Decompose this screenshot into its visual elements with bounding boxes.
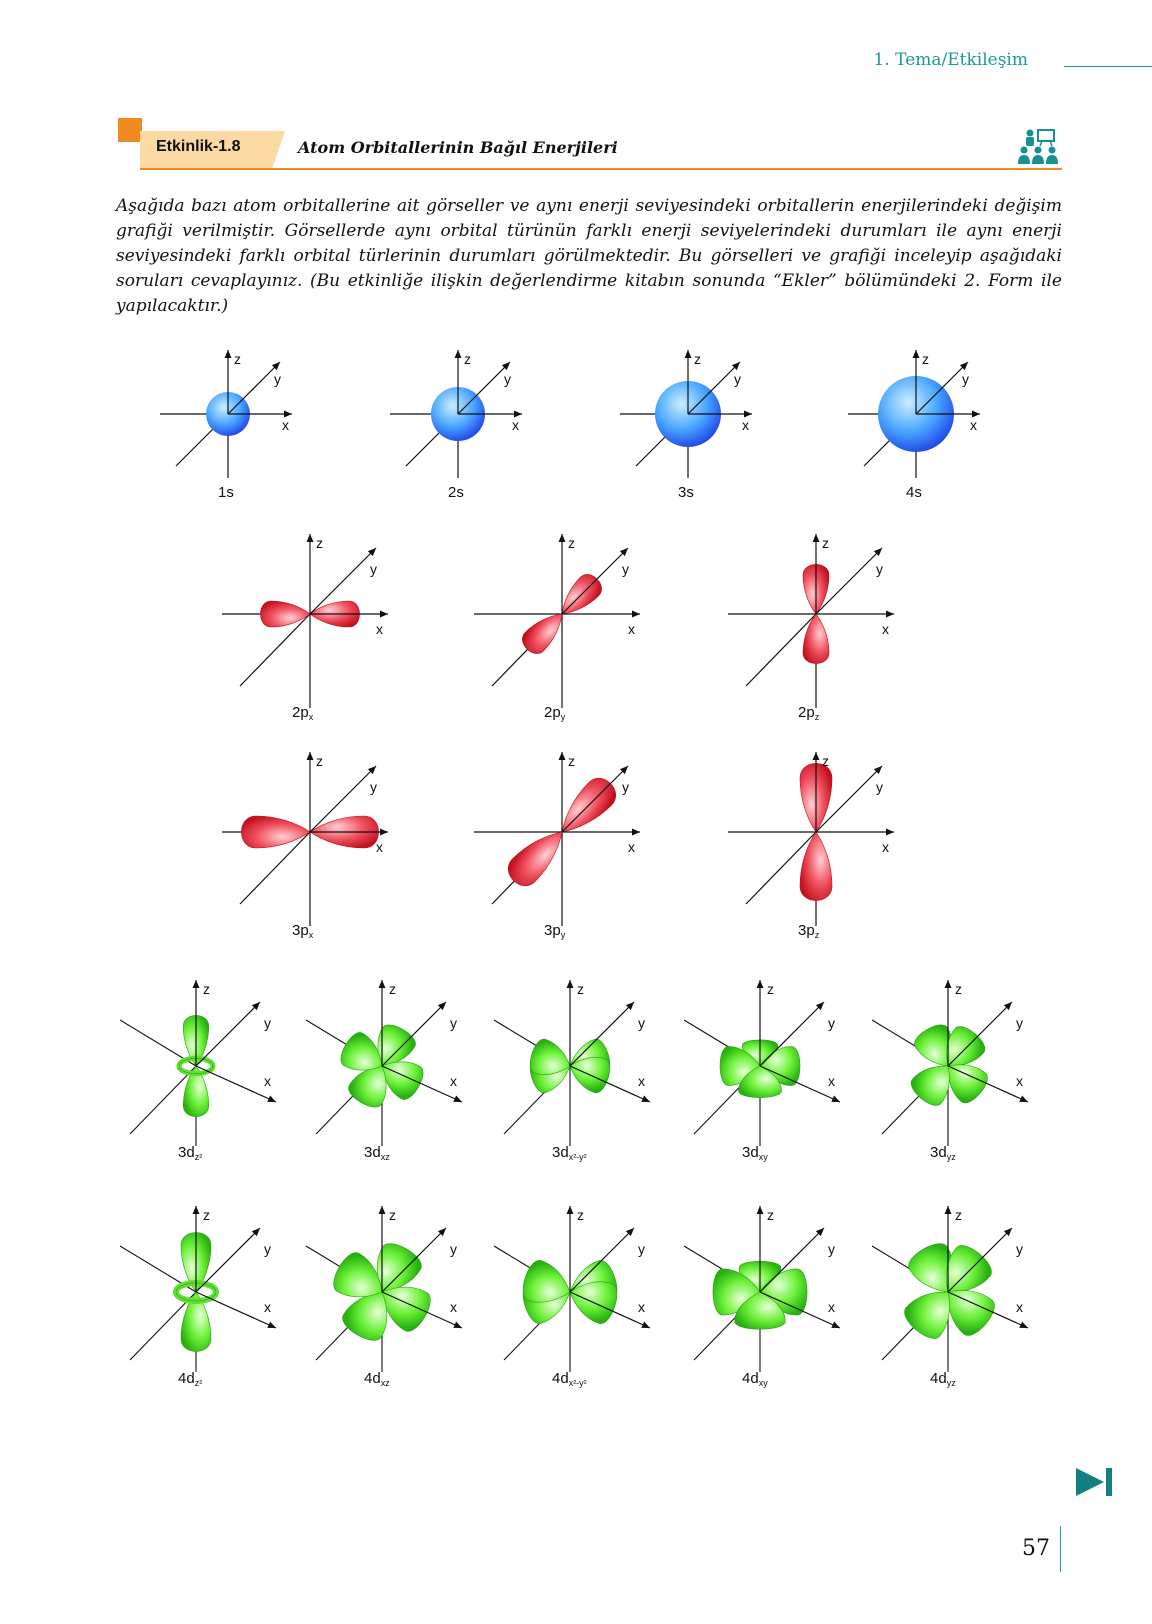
z-axis-arrow xyxy=(685,350,692,358)
z-axis-arrow xyxy=(379,980,386,988)
x-axis-label: x xyxy=(882,839,889,855)
orbital-4dyz-label-subscript: yz xyxy=(946,1378,956,1388)
orbital-3py-label xyxy=(544,922,565,940)
x-axis-arrow xyxy=(632,611,640,618)
x-axis-label: x xyxy=(882,621,889,637)
y-axis-line xyxy=(562,548,628,614)
orbital-4dx2y2-label-main: 4d xyxy=(552,1370,569,1387)
z-axis-label: z xyxy=(316,535,323,551)
x-axis-label: x xyxy=(282,417,289,433)
activity-marker xyxy=(118,118,142,142)
orbital-3dz2-label-main: 3d xyxy=(178,1144,195,1161)
x-axis-label: x xyxy=(376,839,383,855)
orbital-4dyz xyxy=(868,1204,1038,1374)
activity-rule xyxy=(140,168,1062,170)
x-axis-label: x xyxy=(1016,1073,1023,1089)
x-axis-label: x xyxy=(970,417,977,433)
orbital-2pz xyxy=(728,532,908,712)
y-axis-label: y xyxy=(962,371,969,387)
orbital-1s xyxy=(160,348,300,478)
orbital-3px xyxy=(222,750,402,930)
orbital-3px-label xyxy=(292,922,313,940)
orbital-3dxy-label-main: 3d xyxy=(742,1144,759,1161)
orbital-3pz-lobe-neg xyxy=(800,832,832,901)
orbital-3dxy-label-subscript: xy xyxy=(758,1152,768,1162)
y-axis-label: y xyxy=(622,561,629,577)
z-axis-arrow xyxy=(193,980,200,988)
z-axis-arrow xyxy=(567,980,574,988)
z-axis-arrow xyxy=(913,350,920,358)
activity-label: Etkinlik-1.8 xyxy=(156,138,241,155)
z-axis-label: z xyxy=(568,535,575,551)
x-axis-label: x xyxy=(512,417,519,433)
x-axis-label: x xyxy=(376,621,383,637)
orbital-3pz-label-subscript: z xyxy=(814,930,820,940)
x-axis-arrow xyxy=(632,829,640,836)
orbital-2pz-label xyxy=(798,704,819,722)
orbital-2px-label xyxy=(292,704,313,722)
group-work-icon xyxy=(1018,128,1058,166)
label-4s-main: 4s xyxy=(906,484,922,501)
x-axis-arrow xyxy=(380,611,388,618)
label-1s xyxy=(218,484,234,501)
orbital-2py-label xyxy=(544,704,565,722)
orbital-4dxy xyxy=(680,1204,850,1374)
z-axis-arrow xyxy=(193,1206,200,1214)
orbital-4dxz xyxy=(302,1204,472,1374)
orbital-3pz-label xyxy=(798,922,819,940)
y-axis-label: y xyxy=(504,371,511,387)
orbital-3dyz-label xyxy=(930,1144,956,1162)
z-axis-label: z xyxy=(203,981,210,997)
y-axis-label: y xyxy=(450,1241,457,1257)
z-axis-arrow xyxy=(559,752,566,760)
orbital-3dxy-label xyxy=(742,1144,768,1162)
x-axis-arrow xyxy=(886,611,894,618)
y-axis-label: y xyxy=(1016,1241,1023,1257)
orbital-3dx2y2-label-subscript: x²-y² xyxy=(568,1152,587,1162)
orbital-3dx2y2-label-main: 3d xyxy=(552,1144,569,1161)
orbital-2px-label-main: 2p xyxy=(292,704,309,721)
y-axis-line xyxy=(458,362,510,414)
y-axis-label: y xyxy=(734,371,741,387)
orbital-4dxy-label xyxy=(742,1370,768,1388)
y-axis-label: y xyxy=(264,1015,271,1031)
orbital-4dz2-label-subscript: z² xyxy=(194,1378,203,1388)
z-axis-arrow xyxy=(757,980,764,988)
z-axis-label: z xyxy=(577,981,584,997)
orbital-3dxz xyxy=(302,978,472,1148)
orbital-3dxy xyxy=(680,978,850,1148)
orbital-2px-label-subscript: x xyxy=(308,712,314,722)
orbital-4dxy-label-subscript: xy xyxy=(758,1378,768,1388)
orbital-3dxz-label-subscript: xz xyxy=(380,1152,390,1162)
orbital-3dz2-label-subscript: z² xyxy=(194,1152,203,1162)
x-axis-label: x xyxy=(450,1299,457,1315)
orbital-3py-label-subscript: y xyxy=(560,930,566,940)
orbital-3dyz-label-subscript: yz xyxy=(946,1152,956,1162)
orbital-2pz-label-main: 2p xyxy=(798,704,815,721)
z-axis-arrow xyxy=(945,980,952,988)
orbital-4dx2y2 xyxy=(490,1204,660,1374)
x-axis-label: x xyxy=(628,621,635,637)
orbital-4dx2y2-label xyxy=(552,1370,587,1388)
label-2s xyxy=(448,484,464,501)
orbital-4s xyxy=(848,348,988,478)
orbital-3dxz-label-main: 3d xyxy=(364,1144,381,1161)
x-axis-label: x xyxy=(264,1073,271,1089)
y-axis-label: y xyxy=(274,371,281,387)
x-axis-label: x xyxy=(264,1299,271,1315)
orbital-3px-label-subscript: x xyxy=(308,930,314,940)
orbital-3pz xyxy=(728,750,908,930)
orbital-3pz-label-main: 3p xyxy=(798,922,815,939)
y-axis-label: y xyxy=(622,779,629,795)
y-axis-label: y xyxy=(876,561,883,577)
orbital-4dz2-label-main: 4d xyxy=(178,1370,195,1387)
orbital-3dx2y2-label xyxy=(552,1144,587,1162)
orbital-4dxz-label-subscript: xz xyxy=(380,1378,390,1388)
orbital-4dyz-label-main: 4d xyxy=(930,1370,947,1387)
z-axis-arrow xyxy=(945,1206,952,1214)
z-axis-label: z xyxy=(234,351,241,367)
y-axis-line xyxy=(228,362,280,414)
label-3s-main: 3s xyxy=(678,484,694,501)
z-axis-arrow xyxy=(379,1206,386,1214)
orbital-3dyz-label-main: 3d xyxy=(930,1144,947,1161)
orbital-2px-lobe-neg xyxy=(260,601,310,627)
x-axis-label: x xyxy=(742,417,749,433)
z-axis-arrow xyxy=(757,1206,764,1214)
page-number: 57 xyxy=(1022,1536,1050,1561)
orbital-3dxz-label xyxy=(364,1144,390,1162)
activity-title: Atom Orbitallerinin Bağıl Enerjileri xyxy=(298,138,618,157)
z-axis-label: z xyxy=(955,1207,962,1223)
y-axis-label: y xyxy=(638,1015,645,1031)
orbital-2s xyxy=(390,348,530,478)
z-axis-arrow xyxy=(813,534,820,542)
y-axis-label: y xyxy=(264,1241,271,1257)
label-1s-main: 1s xyxy=(218,484,234,501)
orbital-3dz2 xyxy=(116,978,286,1148)
orbital-2py xyxy=(474,532,654,712)
z-axis-arrow xyxy=(813,752,820,760)
z-axis-label: z xyxy=(694,351,701,367)
z-axis-label: z xyxy=(389,981,396,997)
orbital-3dyz xyxy=(868,978,1038,1148)
orbital-2py-label-subscript: y xyxy=(560,712,566,722)
z-axis-label: z xyxy=(822,535,829,551)
label-3s xyxy=(678,484,694,501)
y-axis-label: y xyxy=(638,1241,645,1257)
y-axis-label: y xyxy=(828,1015,835,1031)
x-axis-label: x xyxy=(1016,1299,1023,1315)
x-axis-label: x xyxy=(828,1299,835,1315)
orbital-3px-label-main: 3p xyxy=(292,922,309,939)
section-header: 1. Tema/Etkileşim xyxy=(873,50,1028,70)
z-axis-label: z xyxy=(464,351,471,367)
z-axis-label: z xyxy=(767,981,774,997)
z-axis-label: z xyxy=(389,1207,396,1223)
orbital-3py xyxy=(474,750,654,930)
orbital-4dxz-label-main: 4d xyxy=(364,1370,381,1387)
z-axis-arrow xyxy=(307,752,314,760)
x-axis-label: x xyxy=(638,1073,645,1089)
y-axis-label: y xyxy=(370,561,377,577)
y-axis-label: y xyxy=(370,779,377,795)
orbital-4dz2 xyxy=(116,1204,286,1374)
orbital-4dxy-label-main: 4d xyxy=(742,1370,759,1387)
orbital-2pz-lobe-neg xyxy=(803,614,829,664)
z-axis-label: z xyxy=(577,1207,584,1223)
z-axis-arrow xyxy=(559,534,566,542)
z-axis-label: z xyxy=(568,753,575,769)
x-axis-arrow xyxy=(380,829,388,836)
z-axis-arrow xyxy=(567,1206,574,1214)
z-axis-arrow xyxy=(307,534,314,542)
orbital-2py-label-main: 2p xyxy=(544,704,561,721)
page-number-rule xyxy=(1060,1526,1061,1572)
y-axis-label: y xyxy=(450,1015,457,1031)
intro-paragraph: Aşağıda bazı atom orbitallerine ait görseller ve aynı enerji seviyesindeki orbitallerin enerjilerindeki değişim grafiği verilmiştir. Görsellerde aynı orbital türünün farklı enerji seviyelerindeki durumları ile aynı enerji seviyesindeki farklı orbital türlerinin durumları görülmektedir. Bu görselleri ve grafiği inceleyip aşağıdaki soruları cevaplayınız. (Bu etkinliğe ilişkin değerlendirme kitabın sonunda “Ekler” bölümündeki 2. Form ile yapılacaktır.) xyxy=(116,196,1062,316)
orbital-4dz2-label xyxy=(178,1370,202,1388)
label-2s-main: 2s xyxy=(448,484,464,501)
y-axis-label: y xyxy=(828,1241,835,1257)
orbital-3dz2-label xyxy=(178,1144,202,1162)
y-axis-line xyxy=(562,766,628,832)
x-axis-label: x xyxy=(628,839,635,855)
z-axis-label: z xyxy=(922,351,929,367)
x-axis-label: x xyxy=(828,1073,835,1089)
orbital-4dxz-label xyxy=(364,1370,390,1388)
z-axis-label: z xyxy=(316,753,323,769)
z-axis-label: z xyxy=(203,1207,210,1223)
y-axis-label: y xyxy=(1016,1015,1023,1031)
x-axis-label: x xyxy=(638,1299,645,1315)
orbital-3dx2y2 xyxy=(490,978,660,1148)
x-axis-label: x xyxy=(450,1073,457,1089)
z-axis-arrow xyxy=(455,350,462,358)
orbital-4dyz-label xyxy=(930,1370,956,1388)
z-axis-arrow xyxy=(225,350,232,358)
y-axis-label: y xyxy=(876,779,883,795)
z-axis-label: z xyxy=(767,1207,774,1223)
orbital-3s xyxy=(620,348,760,478)
orbital-3py-label-main: 3p xyxy=(544,922,561,939)
x-axis-arrow xyxy=(886,829,894,836)
next-page-icon[interactable] xyxy=(1074,1466,1114,1498)
orbital-2pz-label-subscript: z xyxy=(814,712,820,722)
header-rule xyxy=(1064,66,1152,67)
z-axis-label: z xyxy=(822,753,829,769)
z-axis-label: z xyxy=(955,981,962,997)
orbital-4dx2y2-label-subscript: x²-y² xyxy=(568,1378,587,1388)
orbital-2px xyxy=(222,532,402,712)
label-4s xyxy=(906,484,922,501)
